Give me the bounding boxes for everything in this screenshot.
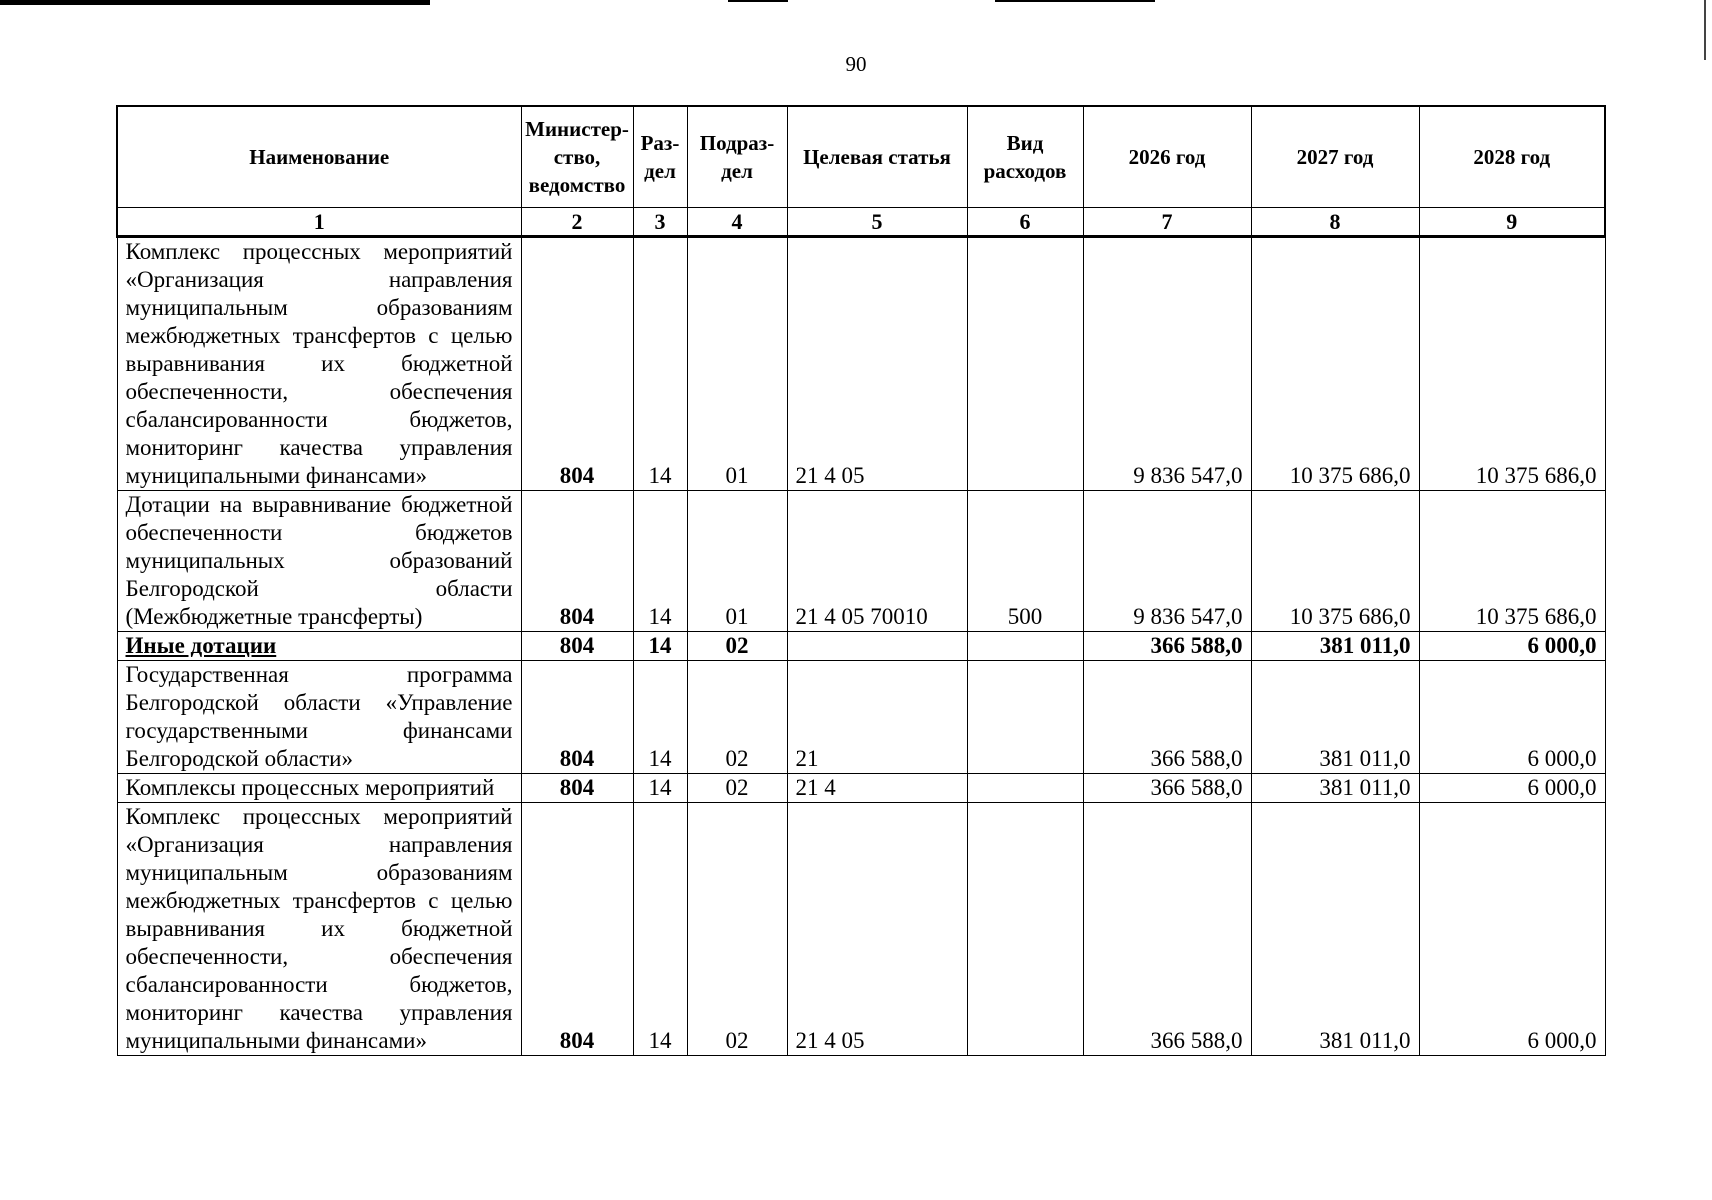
column-number: 7 bbox=[1083, 208, 1251, 237]
row-ministry: 804 bbox=[521, 774, 633, 803]
scan-edge-right bbox=[1704, 0, 1706, 60]
header-name: Наименование bbox=[117, 106, 521, 208]
row-ministry: 804 bbox=[521, 632, 633, 661]
row-section: 14 bbox=[633, 803, 687, 1056]
column-number-row bbox=[117, 208, 1605, 237]
row-name: Иные дотации bbox=[117, 632, 521, 661]
column-number: 8 bbox=[1251, 208, 1419, 237]
row-section: 14 bbox=[633, 661, 687, 774]
row-target bbox=[787, 632, 967, 661]
row-expense-type bbox=[967, 661, 1083, 774]
row-2027: 10 375 686,0 bbox=[1251, 237, 1419, 491]
header-expense-type: Вид расходов bbox=[967, 106, 1083, 208]
row-name: Государственная программа Белгородской области «Управление государственными финансами Белгородской области» bbox=[117, 661, 521, 774]
row-expense-type bbox=[967, 237, 1083, 491]
row-2027: 10 375 686,0 bbox=[1251, 491, 1419, 632]
row-target: 21 4 05 70010 bbox=[787, 491, 967, 632]
column-number: 9 bbox=[1419, 208, 1605, 237]
row-section: 14 bbox=[633, 774, 687, 803]
row-ministry: 804 bbox=[521, 491, 633, 632]
header-target: Целевая статья bbox=[787, 106, 967, 208]
row-section: 14 bbox=[633, 237, 687, 491]
row-2027: 381 011,0 bbox=[1251, 803, 1419, 1056]
row-subsection: 02 bbox=[687, 661, 787, 774]
header-2026: 2026 год bbox=[1083, 106, 1251, 208]
column-number: 6 bbox=[967, 208, 1083, 237]
row-target: 21 bbox=[787, 661, 967, 774]
row-subsection: 02 bbox=[687, 774, 787, 803]
table-row bbox=[117, 803, 1605, 1056]
row-2028: 6 000,0 bbox=[1419, 803, 1605, 1056]
row-section: 14 bbox=[633, 491, 687, 632]
row-target: 21 4 05 bbox=[787, 237, 967, 491]
scan-edge-line bbox=[0, 0, 430, 5]
budget-table bbox=[116, 105, 1606, 1056]
header-ministry: Министер-ство, ведомство bbox=[521, 106, 633, 208]
row-ministry: 804 bbox=[521, 661, 633, 774]
row-name: Комплексы процессных мероприятий bbox=[117, 774, 521, 803]
table-row bbox=[117, 237, 1605, 491]
table-row bbox=[117, 661, 1605, 774]
row-name: Дотации на выравнивание бюджетной обеспеченности бюджетов муниципальных образований Белгородской области (Межбюджетные трансферты) bbox=[117, 491, 521, 632]
column-number: 5 bbox=[787, 208, 967, 237]
row-target: 21 4 bbox=[787, 774, 967, 803]
column-number: 1 bbox=[117, 208, 521, 237]
header-section: Раз-дел bbox=[633, 106, 687, 208]
header-2028: 2028 год bbox=[1419, 106, 1605, 208]
row-2027: 381 011,0 bbox=[1251, 661, 1419, 774]
row-2027: 381 011,0 bbox=[1251, 774, 1419, 803]
row-expense-type: 500 bbox=[967, 491, 1083, 632]
header-2027: 2027 год bbox=[1251, 106, 1419, 208]
table-row bbox=[117, 774, 1605, 803]
row-ministry: 804 bbox=[521, 237, 633, 491]
row-expense-type bbox=[967, 774, 1083, 803]
row-2027: 381 011,0 bbox=[1251, 632, 1419, 661]
column-number: 2 bbox=[521, 208, 633, 237]
scan-edge-fragment bbox=[728, 0, 788, 2]
scan-edge-fragment bbox=[995, 0, 1155, 2]
row-name: Комплекс процессных мероприятий «Организация направления муниципальным образованиям межбюджетных трансфертов с целью выравнивания их бюджетной обеспеченности, обеспечения сбалансированности бюджетов, мониторинг качества управления муниципальными финансами» bbox=[117, 803, 521, 1056]
table-row bbox=[117, 491, 1605, 632]
table-row bbox=[117, 632, 1605, 661]
row-section: 14 bbox=[633, 632, 687, 661]
row-2026: 9 836 547,0 bbox=[1083, 491, 1251, 632]
row-ministry: 804 bbox=[521, 803, 633, 1056]
row-2026: 9 836 547,0 bbox=[1083, 237, 1251, 491]
column-number: 3 bbox=[633, 208, 687, 237]
row-2028: 10 375 686,0 bbox=[1419, 491, 1605, 632]
row-subsection: 01 bbox=[687, 237, 787, 491]
row-expense-type bbox=[967, 803, 1083, 1056]
column-number: 4 bbox=[687, 208, 787, 237]
row-2026: 366 588,0 bbox=[1083, 774, 1251, 803]
row-expense-type bbox=[967, 632, 1083, 661]
header-subsection: Подраз-дел bbox=[687, 106, 787, 208]
row-2028: 6 000,0 bbox=[1419, 661, 1605, 774]
row-2028: 6 000,0 bbox=[1419, 632, 1605, 661]
row-target: 21 4 05 bbox=[787, 803, 967, 1056]
row-2028: 10 375 686,0 bbox=[1419, 237, 1605, 491]
page-number: 90 bbox=[845, 52, 867, 76]
row-name: Комплекс процессных мероприятий «Организация направления муниципальным образованиям межбюджетных трансфертов с целью выравнивания их бюджетной обеспеченности, обеспечения сбалансированности бюджетов, мониторинг качества управления муниципальными финансами» bbox=[117, 237, 521, 491]
row-subsection: 01 bbox=[687, 491, 787, 632]
row-2026: 366 588,0 bbox=[1083, 803, 1251, 1056]
row-subsection: 02 bbox=[687, 632, 787, 661]
row-subsection: 02 bbox=[687, 803, 787, 1056]
row-2028: 6 000,0 bbox=[1419, 774, 1605, 803]
row-2026: 366 588,0 bbox=[1083, 632, 1251, 661]
row-2026: 366 588,0 bbox=[1083, 661, 1251, 774]
header-row bbox=[117, 106, 1605, 208]
